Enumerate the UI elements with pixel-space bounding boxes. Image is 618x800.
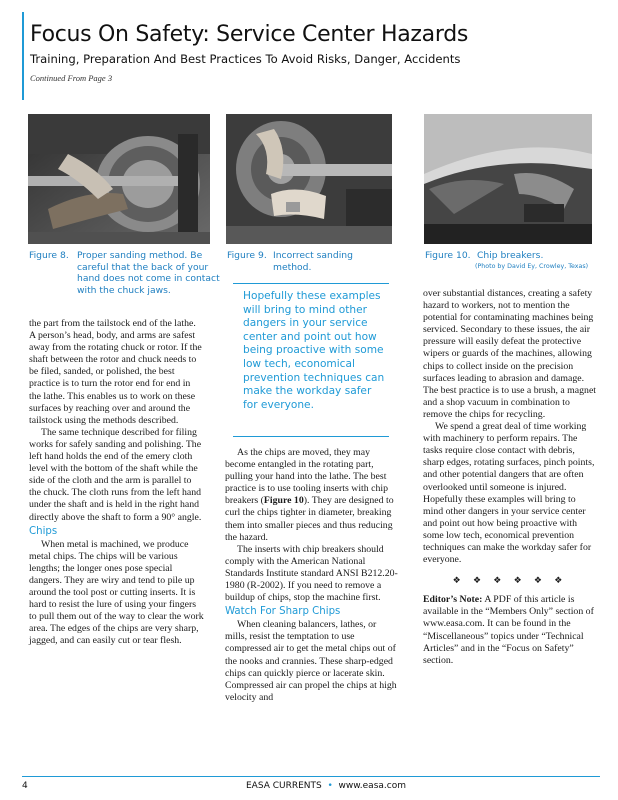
pull-quote [233,283,389,437]
middle-paragraph-1-start: As the chips are moved, they may become entangled in the rotating part, pulling your hand into the lathe. The best practice is to use tooling inserts with chip breakers ( [225,447,388,507]
footer-separator: • [327,781,333,791]
continued-note: Continued From Page 3 [30,73,113,83]
middle-paragraph-2: The inserts with chip breakers should comply with the American National Standards Institute standard ANSI B212.20-1980 (R-2002). If you need to remove a buildup of chips, stop the machine first. [225,543,398,604]
editors-note [423,594,597,667]
figure-8-caption-text: Proper sanding method. Be careful that the back of your hand does not come in contact with the chuck jaws. [77,250,220,296]
figure-10-reference: Figure 10 [263,495,304,507]
left-paragraph-3: When metal is machined, we produce metal chips. The chips will be various lengths; the longer ones pose special dangers. They are wiry and tend to pile up around the tool post or cutting inserts. It is hard to resist the lure of using your fingers to pull them out of the way to clear the work area. The edges of the chips are very sharp, jagged, and can easily cut or tear flesh. [29,538,204,647]
article-title: Focus On Safety: Service Center Hazards [30,22,469,47]
middle-paragraph-3: When cleaning balancers, lathes, or mills, resist the temptation to use compressed air to get the metal chips out of the nooks and crannies. These sharp-edged chips can quickly pierce or lacerate skin. Compressed air can propel the chips at high velocity and [225,619,397,703]
footer-publication [246,781,406,791]
figure-8-photo [28,114,210,244]
sharp-chips-heading: Watch For Sharp Chips [225,606,341,618]
pull-quote-text: Hopefully these examples will bring to mind other dangers in your service center and point out how being proactive with some low tech, economical prevention techniques can make the workday safer for everyone. [243,290,385,411]
right-column [423,288,597,667]
figure-8-caption [29,250,219,310]
figure-10-caption-text: Chip breakers. [477,250,544,261]
middle-paragraph-1-end: ). They are designed to curl the chips tighter in diameter, breaking them into smaller pieces and thus reducing the hazard. [225,495,394,543]
footer-rule [22,776,600,777]
section-divider-diamonds: ❖ ❖ ❖ ❖ ❖ ❖ [452,575,568,586]
left-column [29,318,204,647]
article-subtitle: Training, Preparation And Best Practices To Avoid Risks, Danger, Accidents [30,52,461,66]
middle-paragraph-1 [225,447,400,544]
publication-name: EASA CURRENTS [246,781,322,791]
figure-8-number: Figure 8. [29,250,69,261]
editors-note-label: Editor’s Note: [423,594,483,606]
left-paragraph-1: the part from the tailstock end of the lathe. A person’s head, body, and arms are safest away from the rotating chuck or rotor. If the shaft between the rotor and chuck needs to be filed, sanded, or polished, the best practice is to turn the rotor end for end in the lathe. This enables us to work on these surfaces by reaching over and around the tailstock using the methods described. [29,318,202,426]
figure-10-photo-credit: (Photo by David Ey, Crowley, Texas) [475,263,589,270]
left-paragraph-2: The same technique described for filing works for safely sanding and polishing. The left hand holds the end of the emery cloth level with the bottom of the shaft while the side of the cloth and the arm is parallel to the chuck. The cloth runs from the left hand under the shaft and is held in the right hand directly above the shaft to form a 90° angle. [29,426,202,523]
middle-column [225,447,400,704]
right-paragraph-1: over substantial distances, creating a safety hazard to workers, not to mention the potential for contaminating machines being serviced. Secondary to these issues, the air pressure will easily defeat the protective wipers or guards of the machines, allowing chips to collect inside on the precision surfaces leading to abrasion and damage. The best practice is to use a brush, a magnet and a shop vacuum in combination to remove the chips for recycling. [423,288,597,420]
right-paragraph-2: We spend a great deal of time working with machinery to perform repairs. The tasks require close contact with debris, sharp edges, rotating surfaces, pinch points, and other potential dangers that are often overlooked until someone is injured. Hopefully these examples will bring to mind other dangers in your service center and point out how being proactive with some low tech, economical prevention techniques can make the workday safer for everyone. [423,421,595,566]
website-link[interactable]: www.easa.com [338,781,406,791]
figure-10-number: Figure 10. [425,250,471,261]
figure-9-number: Figure 9. [227,250,267,261]
editors-note-text: A PDF of this article is available in the “Members Only” section of www.easa.com. It can be found in the “Miscellaneous” topics under “Technical Articles” and in the “Focus on Safety” section. [423,594,594,666]
chips-heading: Chips [29,525,58,537]
figure-9-caption-text: Incorrect sanding method. [273,250,353,273]
figure-9-photo [226,114,392,244]
figure-9-caption [227,250,397,280]
header-accent-rule [22,12,24,100]
figure-10-photo [424,114,592,244]
page-number: 4 [22,781,28,791]
